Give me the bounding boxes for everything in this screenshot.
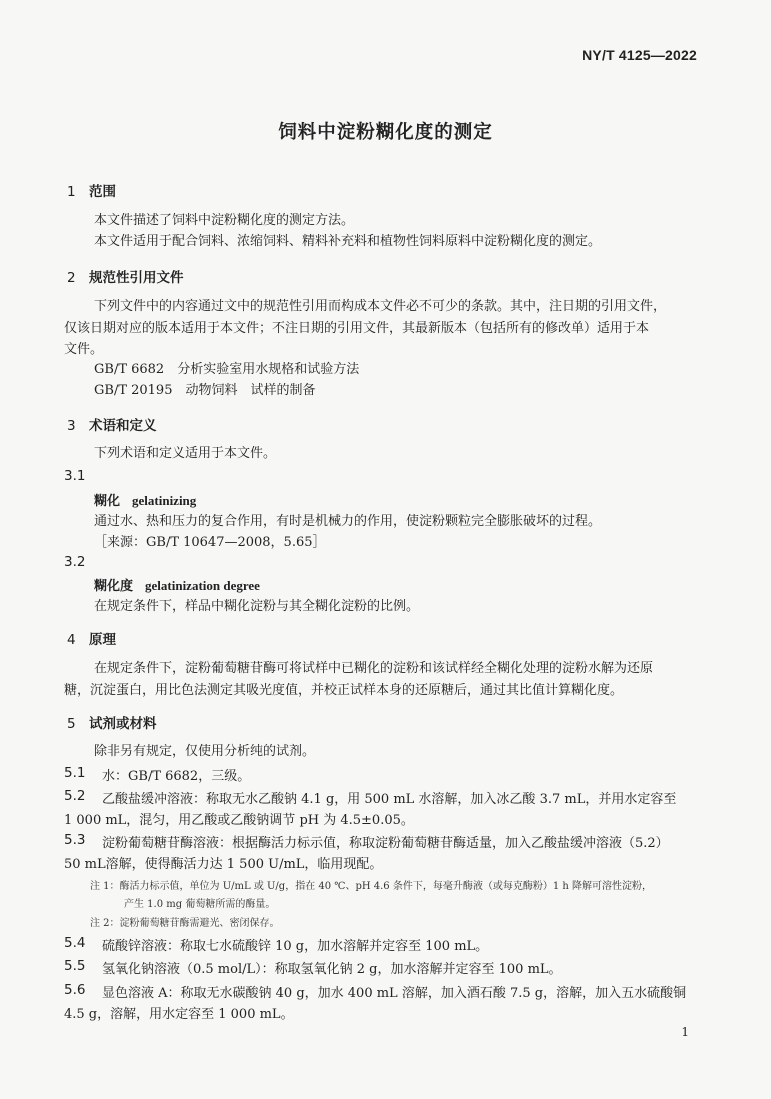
paragraph: 除非另有规定，仅使用分析纯的试剂。 [94,744,316,759]
paragraph-line: 仅该日期对应的版本适用于本文件；不注日期的引用文件，其最新版本（包括所有的修改单）适用于本 [64,321,650,336]
term-chinese: 糊化度 [94,579,134,594]
item-text: 氢氧化钠溶液（0.5 mol/L）：称取氢氧化钠 2 g，加水溶解并定容至 100 mL。 [102,962,562,977]
item-number: 5.5 [64,958,86,974]
item-number: 5.6 [64,982,86,998]
term-english: gelatinizing [132,493,197,508]
section-title: 范围 [89,184,116,200]
item-text: 淀粉葡萄糖苷酶溶液：根据酶活力标示值，称取淀粉葡萄糖苷酶适量，加入乙酸盐缓冲溶液（5.2） [102,836,669,851]
paragraph: 下列术语和定义适用于本文件。 [94,446,277,461]
section-number: 2 [67,270,76,286]
note-1-line: 注 1：酶活力标示值，单位为 U/mL 或 U/g，指在 40 ℃、pH 4.6 条件下，每毫升酶液（或每克酶粉）1 h 降解可溶性淀粉， [90,881,653,892]
item-text: 显色溶液 A：称取无水碳酸钠 40 g，加水 400 mL 溶解，加入酒石酸 7.5 g，溶解，加入五水硫酸铜 [102,986,687,1001]
standard-code: NY/T 4125—2022 [582,47,697,63]
paragraph-line: 文件。 [64,342,104,357]
paragraph-line: 糖，沉淀蛋白，用比色法测定其吸光度值，并校正试样本身的还原糖后，通过其比值计算糊化度。 [64,683,624,698]
term-number: 3.2 [64,554,86,570]
section-title: 规范性引用文件 [89,270,184,286]
section-1-heading [67,180,116,200]
section-4-heading [67,628,116,648]
section-3-heading [67,414,157,434]
term-chinese: 糊化 [94,494,121,509]
section-title: 原理 [89,632,116,648]
term-definition: 通过水、热和压力的复合作用，有时是机械力的作用，使淀粉颗粒完全膨胀破坏的过程。 [94,514,602,529]
note-1-line: 产生 1.0 mg 葡萄糖所需的酶量。 [124,899,276,910]
term-entry [94,490,196,509]
section-5-heading [67,712,157,732]
item-number: 5.3 [64,832,86,848]
paragraph-line: 下列文件中的内容通过文中的规范性引用而构成本文件必不可少的条款。其中，注日期的引用文件， [94,299,667,314]
section-title: 试剂或材料 [89,716,157,732]
item-number: 5.2 [64,788,86,804]
page-number: 1 [681,1025,689,1039]
section-number: 1 [67,184,76,200]
item-text: 硫酸锌溶液：称取七水硫酸锌 10 g，加水溶解并定容至 100 mL。 [102,939,489,954]
section-number: 3 [67,418,76,434]
term-english: gelatinization degree [145,578,260,593]
document-title: 饲料中淀粉糊化度的测定 [278,122,493,143]
section-number: 5 [67,716,76,732]
item-number: 5.4 [64,935,86,951]
section-title: 术语和定义 [89,418,157,434]
item-text: 4.5 g，溶解，用水定容至 1 000 mL。 [64,1007,294,1022]
item-text: 1 000 mL，混匀，用乙酸或乙酸钠调节 pH 为 4.5±0.05。 [64,813,414,828]
note-2: 注 2：淀粉葡萄糖苷酶需避光、密闭保存。 [90,918,280,929]
term-definition: 在规定条件下，样品中糊化淀粉与其全糊化淀粉的比例。 [94,599,420,614]
reference-item: GB/T 20195 动物饲料 试样的制备 [94,383,316,398]
item-text: 乙酸盐缓冲溶液：称取无水乙酸钠 4.1 g，用 500 mL 水溶解，加入冰乙酸 3.7 mL，并用水定容至 [102,792,677,807]
item-number: 5.1 [64,765,86,781]
term-source: ［来源：GB/T 10647—2008，5.65］ [94,535,326,550]
section-2-heading [67,266,184,286]
reference-item: GB/T 6682 分析实验室用水规格和试验方法 [94,362,360,377]
item-text: 50 mL溶解，使得酶活力达 1 500 U/mL，临用现配。 [64,857,383,872]
section-number: 4 [67,632,76,648]
paragraph: 本文件适用于配合饲料、浓缩饲料、精料补充料和植物性饲料原料中淀粉糊化度的测定。 [94,234,602,249]
term-entry [94,575,260,594]
paragraph: 本文件描述了饲料中淀粉糊化度的测定方法。 [94,213,355,228]
paragraph-line: 在规定条件下，淀粉葡萄糖苷酶可将试样中已糊化的淀粉和该试样经全糊化处理的淀粉水解为还原 [94,661,654,676]
term-number: 3.1 [64,468,86,484]
item-text: 水：GB/T 6682，三级。 [102,769,251,784]
